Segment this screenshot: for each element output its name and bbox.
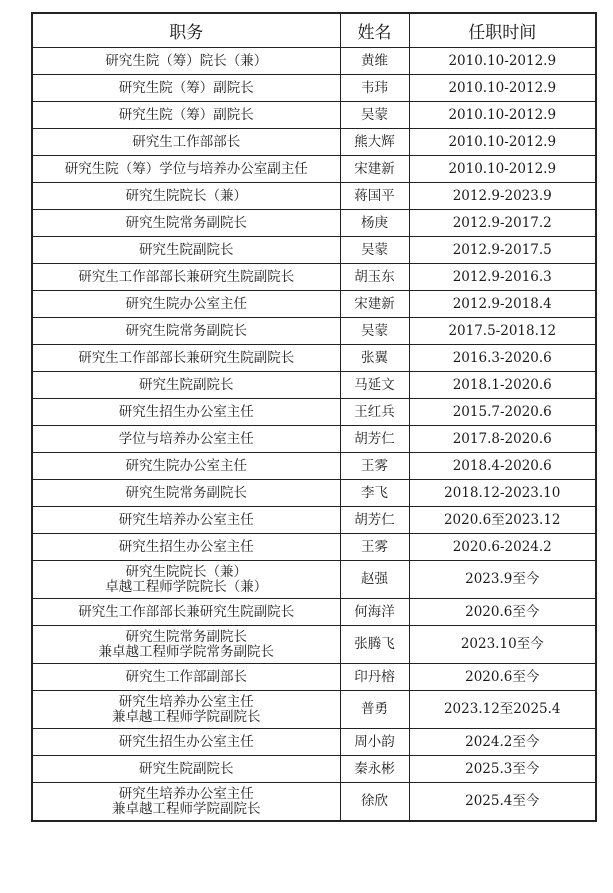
cell-role: 研究生工作部副部长 [32,664,340,691]
table-row [32,318,596,345]
cell-role: 研究生培养办公室主任 [32,507,340,534]
table-row [32,691,596,729]
cell-role: 研究生院办公室主任 [32,453,340,480]
table-row [32,156,596,183]
table-row [32,345,596,372]
cell-term: 2016.3-2020.6 [409,345,596,372]
table-row [32,561,596,599]
table-row [32,664,596,691]
cell-term: 2010.10-2012.9 [409,75,596,102]
cell-role: 研究生招生办公室主任 [32,534,340,561]
cell-name: 赵强 [340,561,409,599]
cell-name: 印丹榕 [340,664,409,691]
cell-role: 研究生院院长（兼） [32,183,340,210]
cell-role: 研究生工作部部长兼研究生院副院长 [32,599,340,626]
cell-role: 研究生院副院长 [32,237,340,264]
cell-role: 研究生工作部部长兼研究生院副院长 [32,264,340,291]
cell-name: 普勇 [340,691,409,729]
cell-term: 2023.10至今 [409,626,596,664]
cell-name: 王雾 [340,453,409,480]
table-row [32,264,596,291]
table-row [32,372,596,399]
table-row [32,75,596,102]
cell-name: 王红兵 [340,399,409,426]
table-row [32,599,596,626]
cell-term: 2023.9至今 [409,561,596,599]
staff-table [31,12,597,822]
cell-name: 马延文 [340,372,409,399]
cell-role: 研究生院常务副院长 [32,480,340,507]
cell-name: 宋建新 [340,156,409,183]
table-row [32,534,596,561]
cell-term: 2020.6-2024.2 [409,534,596,561]
cell-name: 张翼 [340,345,409,372]
cell-term: 2018.1-2020.6 [409,372,596,399]
cell-term: 2017.5-2018.12 [409,318,596,345]
cell-role: 研究生招生办公室主任 [32,399,340,426]
cell-role: 研究生院副院长 [32,372,340,399]
cell-term: 2012.9-2016.3 [409,264,596,291]
cell-role: 研究生院（筹）学位与培养办公室副主任 [32,156,340,183]
cell-name: 吴蒙 [340,237,409,264]
cell-term: 2010.10-2012.9 [409,102,596,129]
cell-term: 2018.12-2023.10 [409,480,596,507]
cell-role: 学位与培养办公室主任 [32,426,340,453]
table-row [32,183,596,210]
cell-term: 2012.9-2017.5 [409,237,596,264]
cell-role: 研究生培养办公室主任 兼卓越工程师学院副院长 [32,783,340,822]
table-row [32,783,596,822]
table-row [32,102,596,129]
cell-term: 2010.10-2012.9 [409,129,596,156]
cell-name: 王雾 [340,534,409,561]
cell-role: 研究生院（筹）副院长 [32,75,340,102]
cell-role: 研究生院副院长 [32,756,340,783]
cell-role: 研究生院（筹）副院长 [32,102,340,129]
cell-term: 2018.4-2020.6 [409,453,596,480]
table-row [32,237,596,264]
cell-name: 张腾飞 [340,626,409,664]
cell-role: 研究生培养办公室主任 兼卓越工程师学院副院长 [32,691,340,729]
cell-name: 黄维 [340,48,409,75]
cell-name: 周小韵 [340,729,409,756]
cell-role: 研究生院常务副院长 兼卓越工程师学院常务副院长 [32,626,340,664]
cell-name: 吴蒙 [340,102,409,129]
cell-name: 胡芳仁 [340,507,409,534]
cell-term: 2023.12至2025.4 [409,691,596,729]
cell-name: 胡芳仁 [340,426,409,453]
cell-name: 秦永彬 [340,756,409,783]
cell-name: 杨庚 [340,210,409,237]
table-row [32,291,596,318]
cell-term: 2012.9-2023.9 [409,183,596,210]
cell-role: 研究生院常务副院长 [32,210,340,237]
cell-term: 2025.4至今 [409,783,596,822]
cell-term: 2012.9-2018.4 [409,291,596,318]
cell-name: 李飞 [340,480,409,507]
table-row [32,129,596,156]
cell-name: 韦玮 [340,75,409,102]
cell-term: 2020.6至2023.12 [409,507,596,534]
cell-role: 研究生院办公室主任 [32,291,340,318]
header-term: 任职时间 [409,13,596,48]
table-row [32,48,596,75]
cell-term: 2010.10-2012.9 [409,48,596,75]
cell-role: 研究生工作部部长兼研究生院副院长 [32,345,340,372]
cell-name: 吴蒙 [340,318,409,345]
header-role: 职务 [32,13,340,48]
cell-term: 2010.10-2012.9 [409,156,596,183]
cell-term: 2012.9-2017.2 [409,210,596,237]
table-row [32,399,596,426]
cell-name: 蒋国平 [340,183,409,210]
cell-role: 研究生工作部部长 [32,129,340,156]
cell-role: 研究生院院长（兼） 卓越工程师学院院长（兼） [32,561,340,599]
cell-name: 胡玉东 [340,264,409,291]
cell-name: 徐欣 [340,783,409,822]
cell-term: 2025.3至今 [409,756,596,783]
cell-name: 熊大辉 [340,129,409,156]
table-row [32,426,596,453]
table-row [32,626,596,664]
cell-term: 2020.6至今 [409,664,596,691]
cell-role: 研究生招生办公室主任 [32,729,340,756]
table-row [32,756,596,783]
header-name: 姓名 [340,13,409,48]
table-row [32,210,596,237]
table-header-row [32,13,596,48]
cell-role: 研究生院（筹）院长（兼） [32,48,340,75]
cell-term: 2015.7-2020.6 [409,399,596,426]
table-row [32,729,596,756]
table-row [32,480,596,507]
cell-term: 2017.8-2020.6 [409,426,596,453]
cell-name: 何海洋 [340,599,409,626]
table-row [32,507,596,534]
table-row [32,453,596,480]
cell-name: 宋建新 [340,291,409,318]
cell-term: 2024.2至今 [409,729,596,756]
cell-term: 2020.6至今 [409,599,596,626]
cell-role: 研究生院常务副院长 [32,318,340,345]
table-body [32,48,596,822]
